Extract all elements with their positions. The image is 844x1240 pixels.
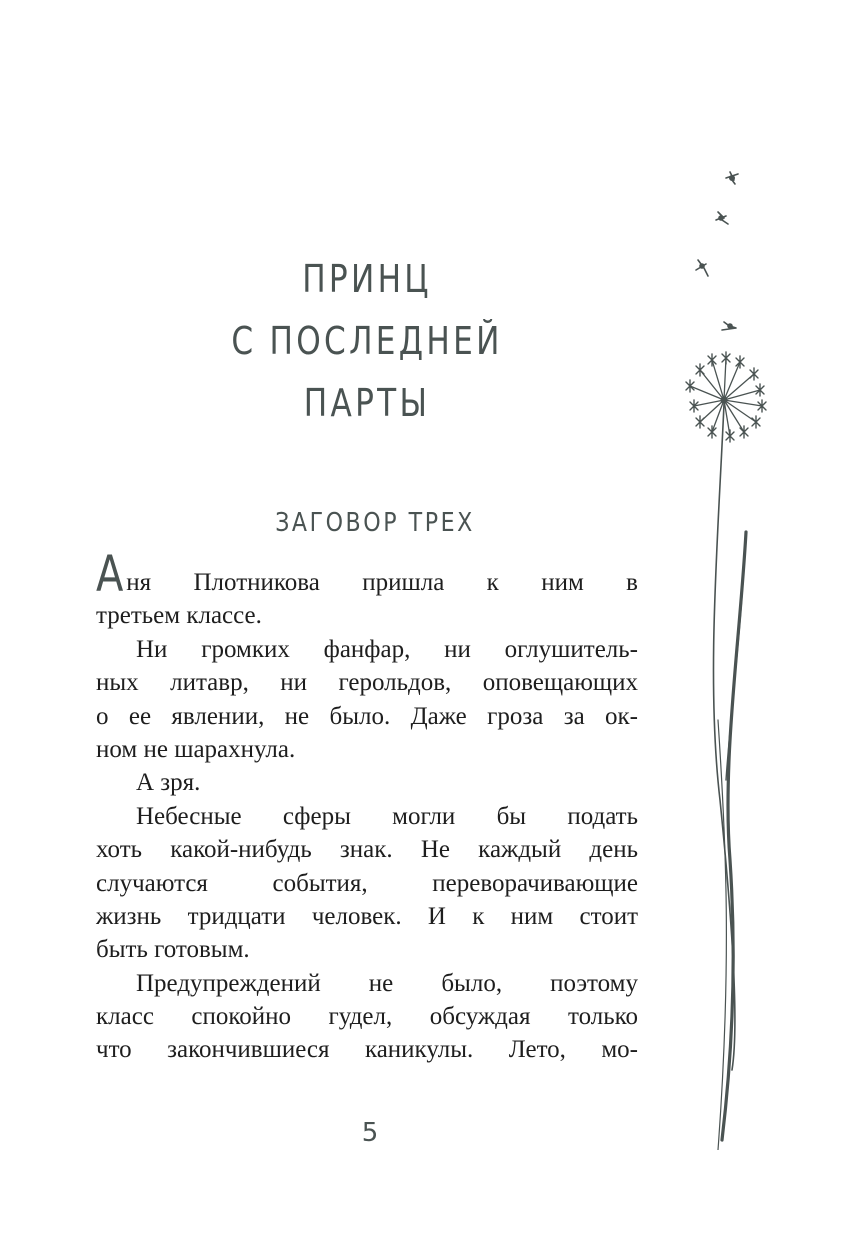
page-number: 5 bbox=[361, 1118, 379, 1148]
text-line: А зря. bbox=[136, 769, 201, 797]
dandelion-icon bbox=[660, 160, 790, 1150]
chapter-title-line: ПРИНЦ bbox=[302, 257, 432, 301]
text-line: жизнь тридцати человек. И к ним стоит bbox=[96, 902, 638, 930]
text-line: ных литавр, ни герольдов, оповещающих bbox=[96, 669, 638, 697]
seed-icon bbox=[722, 322, 736, 330]
seed-icon bbox=[716, 212, 728, 224]
text-line: что закончившиеся каникулы. Лето, мо- bbox=[96, 1036, 638, 1064]
body-text bbox=[96, 545, 638, 1067]
text-line: третьем классе. bbox=[96, 602, 262, 630]
text-line: класс спокойно гудел, обсуждая только bbox=[96, 1003, 638, 1031]
text-line: о ее явлении, не было. Даже гроза за ок- bbox=[96, 702, 638, 730]
section-title: ЗАГОВОР ТРЕХ bbox=[275, 508, 475, 538]
text-line: хоть какой-нибудь знак. Не каждый день bbox=[96, 836, 638, 864]
text-line: ном не шарахнула. bbox=[96, 735, 296, 763]
text-line: Ни громких фанфар, ни оглушитель- bbox=[136, 635, 638, 663]
chapter-title bbox=[150, 248, 584, 434]
text-line: быть готовым. bbox=[96, 936, 250, 964]
drop-cap: А bbox=[96, 545, 124, 603]
seed-icon bbox=[696, 260, 708, 276]
chapter-title-line: ПАРТЫ bbox=[303, 381, 431, 425]
seed-icon bbox=[726, 172, 738, 184]
chapter-title-line: С ПОСЛЕДНЕЙ bbox=[231, 319, 503, 363]
text-line: Предупреждений не было, поэтому bbox=[136, 969, 638, 997]
text-line-content: ня Плотникова пришла к ним в bbox=[126, 569, 638, 596]
text-line bbox=[96, 545, 638, 603]
text-line: случаются события, переворачивающие bbox=[96, 869, 638, 897]
text-line: Небесные сферы могли бы подать bbox=[136, 802, 638, 830]
